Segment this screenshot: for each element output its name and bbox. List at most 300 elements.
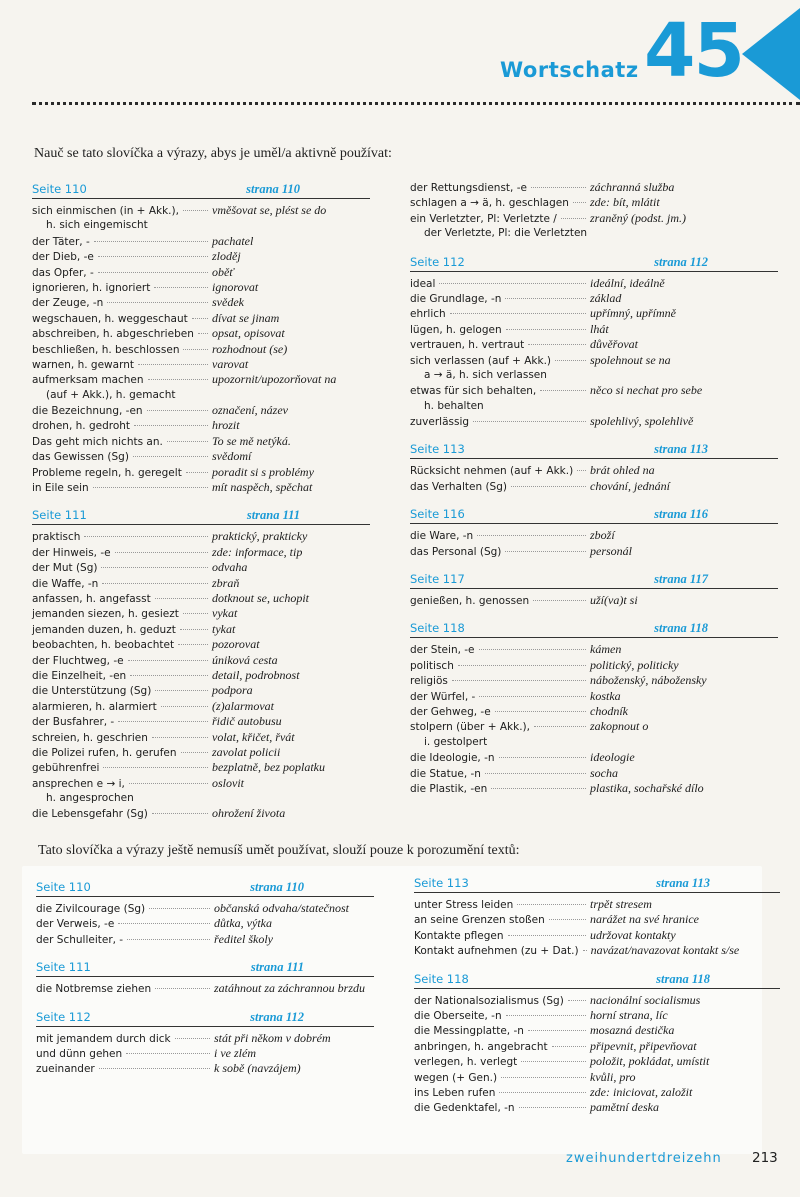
german-term: der Gehweg, -e xyxy=(410,705,491,718)
vocab-entry xyxy=(410,383,778,398)
german-term-continuation: (auf + Akk.), h. gemacht xyxy=(46,388,176,401)
czech-translation: udržovat kontakty xyxy=(590,927,676,942)
dotted-leader xyxy=(477,535,586,536)
german-term: die Polizei rufen, h. gerufen xyxy=(32,746,177,759)
german-term: das Gewissen (Sg) xyxy=(32,451,129,464)
vocab-entry xyxy=(32,203,370,218)
german-term: vertrauen, h. vertraut xyxy=(410,339,525,352)
german-term: ehrlich xyxy=(410,308,446,321)
czech-translation: detail, podrobnost xyxy=(212,667,300,682)
german-term: Kontakt aufnehmen (zu + Dat.) xyxy=(414,945,579,958)
german-term: drohen, h. gedroht xyxy=(32,420,131,433)
vocab-entry xyxy=(32,311,370,326)
german-term: schlagen a → ä, h. geschlagen xyxy=(410,197,569,210)
german-term: Rücksicht nehmen (auf + Akk.) xyxy=(410,465,574,478)
czech-translation: stát při někom v dobrém xyxy=(214,1030,331,1045)
vocab-section xyxy=(410,621,778,796)
dotted-leader xyxy=(506,329,586,330)
vocab-section xyxy=(32,508,370,821)
czech-translation: varovat xyxy=(212,356,249,371)
czech-translation: ředitel školy xyxy=(214,931,273,946)
vocab-entry xyxy=(32,683,370,698)
dotted-leader xyxy=(103,767,208,768)
dotted-leader xyxy=(531,187,586,188)
german-term: der Nationalsozialismus (Sg) xyxy=(414,994,564,1007)
czech-translation: podpora xyxy=(212,683,253,698)
vocab-entry xyxy=(32,234,370,249)
czech-translation: dotknout se, uchopit xyxy=(212,590,309,605)
section-page-cz: strana 111 xyxy=(250,960,304,975)
czech-translation: kostka xyxy=(590,688,621,703)
czech-translation: navázat/navazovat kontakt s/se xyxy=(590,943,740,958)
german-term: Probleme regeln, h. geregelt xyxy=(32,466,182,479)
vocab-entry xyxy=(32,560,370,575)
german-term-continuation: i. gestolpert xyxy=(424,735,488,748)
czech-translation: zde: informace, tip xyxy=(212,544,303,559)
czech-translation: ideální, ideálně xyxy=(590,275,665,290)
dotted-leader xyxy=(573,202,586,203)
vocab-entry xyxy=(36,932,374,947)
section-page-de: Seite 113 xyxy=(414,876,469,890)
czech-translation: mít naspěch, spěchat xyxy=(212,480,313,495)
dotted-leader xyxy=(102,583,208,584)
czech-translation: řidič autobusu xyxy=(212,714,282,729)
dotted-leader xyxy=(505,551,586,552)
vocab-entry xyxy=(36,1061,374,1076)
vocab-entry xyxy=(36,916,374,931)
section-header xyxy=(36,960,374,977)
section-page-cz: strana 118 xyxy=(656,971,710,986)
czech-translation: narážet na své hranice xyxy=(590,912,699,927)
vocab-entry xyxy=(414,1100,780,1115)
dotted-leader xyxy=(94,241,208,242)
czech-translation: hrozit xyxy=(212,418,240,433)
german-term: beschließen, h. beschlossen xyxy=(32,343,180,356)
vocab-entry xyxy=(410,528,778,543)
dotted-leader xyxy=(505,298,586,299)
dotted-leader xyxy=(133,456,208,457)
czech-translation: upřímný, upřímně xyxy=(590,306,676,321)
czech-translation: opsat, opisovat xyxy=(212,326,285,341)
section-header xyxy=(36,880,374,897)
vocab-entry xyxy=(32,637,370,652)
czech-translation: lhát xyxy=(590,321,609,336)
german-term: die Plastik, -en xyxy=(410,782,488,795)
vocab-entry xyxy=(410,195,778,210)
vocab-entry xyxy=(32,480,370,495)
dotted-leader xyxy=(107,302,208,303)
german-term: sich verlassen (auf + Akk.) xyxy=(410,354,552,367)
czech-translation: zakopnout o xyxy=(590,719,649,734)
czech-translation: základ xyxy=(590,290,622,305)
dotted-leader xyxy=(181,752,208,753)
dotted-leader xyxy=(519,1107,586,1108)
vocab-entry xyxy=(410,353,778,368)
czech-translation: svědek xyxy=(212,295,244,310)
dotted-leader xyxy=(552,1046,586,1047)
dotted-leader xyxy=(175,1038,210,1039)
czech-translation: zboží xyxy=(590,528,615,543)
german-term-continuation: h. sich eingemischt xyxy=(46,219,148,232)
dotted-leader xyxy=(506,1015,586,1016)
intro-active: Nauč se tato slovíčka a výrazy, abys je uměl/a aktivně používat: xyxy=(34,146,392,161)
german-term: wegschauen, h. weggeschaut xyxy=(32,312,188,325)
czech-translation: zde: iniciovat, založit xyxy=(590,1084,693,1099)
vocab-entry xyxy=(414,993,780,1008)
vocab-entry xyxy=(32,529,370,544)
section-header xyxy=(410,507,778,524)
vocab-entry xyxy=(32,403,370,418)
vocab-entry xyxy=(414,1054,780,1069)
dotted-leader xyxy=(134,425,208,426)
dotted-leader xyxy=(155,988,210,989)
german-term-continuation: h. behalten xyxy=(424,399,484,412)
vocab-entry xyxy=(410,658,778,673)
section-page-de: Seite 111 xyxy=(36,960,91,975)
dotted-leader xyxy=(528,1030,586,1031)
section-page-de: Seite 112 xyxy=(410,254,465,269)
czech-translation: upozornit/upozorňovat na xyxy=(212,372,337,387)
footer-page-number: 213 xyxy=(752,1150,778,1166)
vocab-entry xyxy=(410,414,778,429)
dotted-leader xyxy=(128,660,208,661)
dotted-leader xyxy=(452,680,586,681)
czech-translation: kvůli, pro xyxy=(590,1069,636,1084)
german-term: wegen (+ Gen.) xyxy=(414,1071,498,1084)
section-header xyxy=(414,972,780,989)
german-term: ideal xyxy=(410,277,436,290)
dotted-leader xyxy=(152,737,208,738)
section-page-cz: strana 112 xyxy=(250,1009,304,1024)
vocab-entry xyxy=(410,750,778,765)
dotted-leader xyxy=(118,923,210,924)
dotted-leader xyxy=(198,333,208,334)
german-term: die Lebensgefahr (Sg) xyxy=(32,808,148,821)
german-term: die Unterstützung (Sg) xyxy=(32,685,152,698)
german-term: beobachten, h. beobachtet xyxy=(32,639,175,652)
vocab-entry xyxy=(410,673,778,688)
german-term: aufmerksam machen xyxy=(32,374,144,387)
vocab-entry xyxy=(410,322,778,337)
german-term: der Täter, - xyxy=(32,235,90,248)
dotted-leader xyxy=(183,349,208,350)
czech-translation: To se mě netýká. xyxy=(212,433,291,448)
german-term: sich einmischen (in + Akk.), xyxy=(32,205,179,217)
section-page-cz: strana 113 xyxy=(654,442,708,457)
dotted-leader xyxy=(99,1068,210,1069)
dotted-leader xyxy=(568,1000,586,1001)
dotted-leader xyxy=(183,613,208,614)
czech-translation: (z)alarmovat xyxy=(212,698,274,713)
section-page-cz: strana 112 xyxy=(654,254,708,269)
vocab-entry xyxy=(32,622,370,637)
vocab-entry xyxy=(32,418,370,433)
section-page-cz: strana 116 xyxy=(654,507,708,522)
dotted-leader xyxy=(155,598,208,599)
czech-translation: politický, politicky xyxy=(590,657,679,672)
vocab-entry xyxy=(32,545,370,560)
vocab-entry xyxy=(32,776,370,791)
german-term: unter Stress leiden xyxy=(414,899,514,911)
dotted-leader xyxy=(450,313,586,314)
czech-translation: zde: bít, mlátit xyxy=(590,195,660,210)
czech-translation: dívat se jinam xyxy=(212,310,280,325)
vocab-section xyxy=(410,180,778,242)
section-header xyxy=(32,508,370,525)
dotted-leader xyxy=(577,470,586,471)
german-term: anbringen, h. angebracht xyxy=(414,1040,548,1053)
footer-page-word: zweihundertdreizehn xyxy=(566,1151,722,1166)
czech-translation: spolehnout se na xyxy=(590,352,671,367)
dotted-leader xyxy=(115,552,208,553)
vocab-entry xyxy=(410,766,778,781)
czech-translation: označení, název xyxy=(212,403,288,418)
dotted-leader xyxy=(540,390,586,391)
vocab-entry xyxy=(32,342,370,357)
german-term: warnen, h. gewarnt xyxy=(32,358,134,371)
czech-translation: náboženský, nábožensky xyxy=(590,673,707,688)
czech-translation: zloděj xyxy=(212,249,241,264)
section-header xyxy=(36,1010,374,1027)
german-term: mit jemandem durch dick xyxy=(36,1032,171,1045)
section-header xyxy=(410,255,778,272)
dotted-leader xyxy=(127,939,210,940)
vocab-entry xyxy=(32,434,370,449)
dotted-leader xyxy=(533,600,586,601)
vocab-entry xyxy=(410,291,778,306)
german-term: ignorieren, h. ignoriert xyxy=(32,281,151,294)
german-term: an seine Grenzen stoßen xyxy=(414,914,545,927)
german-term: Das geht mich nichts an. xyxy=(32,435,163,448)
dotted-leader xyxy=(561,218,586,219)
czech-translation: zraněný (podst. jm.) xyxy=(590,210,686,225)
dotted-leader xyxy=(130,675,208,676)
czech-translation: důvěřovat xyxy=(590,337,638,352)
dotted-leader xyxy=(161,706,208,707)
german-term: die Einzelheit, -en xyxy=(32,669,127,682)
vocab-entry xyxy=(32,730,370,745)
vocab-entry xyxy=(410,180,778,195)
german-term: die Gedenktafel, -n xyxy=(414,1102,515,1115)
german-term: religiös xyxy=(410,675,448,688)
unit-number: 45 xyxy=(644,8,743,94)
section-page-cz: strana 111 xyxy=(246,508,300,523)
german-term: die Zivilcourage (Sg) xyxy=(36,903,146,915)
czech-translation: bezplatně, bez poplatku xyxy=(212,760,325,775)
section-page-cz: strana 113 xyxy=(656,876,710,890)
vocab-entry xyxy=(32,668,370,683)
german-term: jemanden siezen, h. gesiezt xyxy=(32,608,179,621)
czech-translation: personál xyxy=(590,543,632,558)
dotted-leader xyxy=(192,318,208,319)
vocab-entry xyxy=(410,276,778,291)
german-term: der Schulleiter, - xyxy=(36,933,124,946)
dotted-leader xyxy=(147,410,208,411)
dotted-leader xyxy=(118,721,208,722)
header-divider xyxy=(32,102,800,105)
german-term: das Verhalten (Sg) xyxy=(410,480,507,493)
czech-translation: horní strana, líc xyxy=(590,1007,668,1022)
dotted-leader xyxy=(528,344,586,345)
german-term: die Notbremse ziehen xyxy=(36,983,152,996)
czech-translation: mosazná destička xyxy=(590,1023,675,1038)
vocab-entry xyxy=(410,593,778,608)
vocab-entry xyxy=(32,280,370,295)
dotted-leader xyxy=(152,813,208,814)
german-term: abschreiben, h. abgeschrieben xyxy=(32,328,194,341)
german-term: zueinander xyxy=(36,1063,95,1076)
czech-translation: ohrožení života xyxy=(212,806,286,821)
vocab-entry xyxy=(32,265,370,280)
german-term: genießen, h. genossen xyxy=(410,595,530,608)
vocab-entry xyxy=(414,912,780,927)
vocab-entry xyxy=(32,326,370,341)
german-term: ein Verletzter, Pl: Verletzte / xyxy=(410,212,557,225)
czech-translation: poradit si s problémy xyxy=(212,464,314,479)
dotted-leader xyxy=(499,1092,586,1093)
czech-translation: tykat xyxy=(212,621,236,636)
dotted-leader xyxy=(180,629,208,630)
vocab-entry xyxy=(414,1023,780,1038)
czech-translation: pozorovat xyxy=(212,637,260,652)
dotted-leader xyxy=(178,644,208,645)
passive-left-column xyxy=(36,880,374,1090)
vocab-entry xyxy=(32,372,370,387)
section-header xyxy=(410,621,778,638)
german-term: die Ideologie, -n xyxy=(410,752,495,765)
vocab-entry xyxy=(410,306,778,321)
german-term: verlegen, h. verlegt xyxy=(414,1056,518,1069)
vocab-section xyxy=(36,880,374,947)
czech-translation: praktický, prakticky xyxy=(212,529,308,544)
czech-translation: i ve zlém xyxy=(214,1045,256,1060)
czech-translation: zatáhnout za záchrannou brzdu xyxy=(214,981,366,996)
dotted-leader xyxy=(508,935,586,936)
section-page-cz: strana 117 xyxy=(654,572,708,587)
section-page-de: Seite 117 xyxy=(410,572,465,587)
german-term: politisch xyxy=(410,659,454,672)
dotted-leader xyxy=(126,1053,210,1054)
german-term: die Statue, -n xyxy=(410,767,481,780)
section-header xyxy=(410,572,778,589)
vocab-entry xyxy=(410,337,778,352)
german-term-continuation: a → ä, h. sich verlassen xyxy=(424,368,547,381)
czech-translation: úniková cesta xyxy=(212,652,278,667)
vocab-entry xyxy=(32,760,370,775)
section-page-cz: strana 118 xyxy=(654,621,708,636)
dotted-leader xyxy=(129,783,208,784)
dotted-leader xyxy=(138,364,208,365)
passive-right-column xyxy=(414,876,780,1129)
section-page-de: Seite 116 xyxy=(410,507,465,522)
german-term: zuverlässig xyxy=(410,416,470,429)
section-header xyxy=(32,182,370,199)
german-term: der Würfel, - xyxy=(410,690,476,703)
czech-translation: trpět stresem xyxy=(590,897,652,911)
dotted-leader xyxy=(167,441,208,442)
section-page-de: Seite 112 xyxy=(36,1009,91,1024)
german-term: alarmieren, h. alarmiert xyxy=(32,700,157,713)
german-term: der Rettungsdienst, -e xyxy=(410,182,527,194)
vocab-section xyxy=(414,876,780,959)
czech-translation: vměšovat se, plést se do xyxy=(212,203,327,217)
vocab-entry xyxy=(36,1031,374,1046)
vocab-entry xyxy=(414,1008,780,1023)
vocab-entry xyxy=(410,642,778,657)
german-term-continuation: h. angesprochen xyxy=(46,792,134,805)
czech-translation: socha xyxy=(590,765,618,780)
czech-translation: nacionální socialismus xyxy=(590,992,701,1007)
active-left-column xyxy=(32,182,370,835)
vocab-section xyxy=(410,507,778,559)
czech-translation: uží(va)t si xyxy=(590,593,638,608)
dotted-leader xyxy=(534,726,586,727)
czech-translation: zbraň xyxy=(212,575,240,590)
dotted-leader xyxy=(549,919,586,920)
section-page-cz: strana 110 xyxy=(250,880,304,894)
vocab-entry xyxy=(414,1085,780,1100)
czech-translation: pamětní deska xyxy=(590,1100,659,1115)
vocab-entry xyxy=(32,295,370,310)
german-term: der Fluchtweg, -e xyxy=(32,654,124,667)
czech-translation: připevnit, připevňovat xyxy=(590,1038,697,1053)
section-header xyxy=(414,876,780,893)
vocab-entry xyxy=(410,463,778,478)
dotted-leader xyxy=(521,1061,586,1062)
vocab-entry xyxy=(32,745,370,760)
dotted-leader xyxy=(491,788,586,789)
dotted-leader xyxy=(84,536,208,537)
vocab-entry xyxy=(414,1070,780,1085)
dotted-leader xyxy=(501,1077,586,1078)
czech-translation: vykat xyxy=(212,606,238,621)
vocab-section xyxy=(410,255,778,430)
page-title: Wortschatz xyxy=(500,58,639,82)
german-term: der Verweis, -e xyxy=(36,918,115,931)
czech-translation: odvaha xyxy=(212,560,248,575)
dotted-leader xyxy=(479,649,586,650)
czech-translation: spolehlivý, spolehlivě xyxy=(590,414,694,429)
section-page-de: Seite 110 xyxy=(32,182,87,196)
german-term: ansprechen e → i, xyxy=(32,777,125,790)
czech-translation: kámen xyxy=(590,642,622,657)
dotted-leader xyxy=(93,487,208,488)
vocab-entry xyxy=(414,928,780,943)
czech-translation: brát ohled na xyxy=(590,463,655,478)
german-term: der Dieb, -e xyxy=(32,251,94,264)
czech-translation: občanská odvaha/statečnost xyxy=(214,901,349,915)
vocab-entry xyxy=(32,357,370,372)
dotted-leader xyxy=(583,950,587,951)
german-term: und dünn gehen xyxy=(36,1047,123,1060)
czech-translation: pachatel xyxy=(212,233,254,248)
vocab-entry xyxy=(32,714,370,729)
section-page-de: Seite 110 xyxy=(36,880,91,894)
german-term: der Zeuge, -n xyxy=(32,297,104,310)
vocab-entry xyxy=(410,781,778,796)
dotted-leader xyxy=(154,287,208,288)
section-header xyxy=(410,442,778,459)
vocab-entry xyxy=(32,606,370,621)
czech-translation: zavolat policii xyxy=(212,744,281,759)
german-term: Kontakte pflegen xyxy=(414,929,504,942)
german-term: die Ware, -n xyxy=(410,530,474,543)
vocab-entry xyxy=(36,981,374,996)
vocab-entry xyxy=(410,544,778,559)
german-term: die Waffe, -n xyxy=(32,577,99,590)
czech-translation: oběť xyxy=(212,264,234,279)
czech-translation: chodník xyxy=(590,703,628,718)
